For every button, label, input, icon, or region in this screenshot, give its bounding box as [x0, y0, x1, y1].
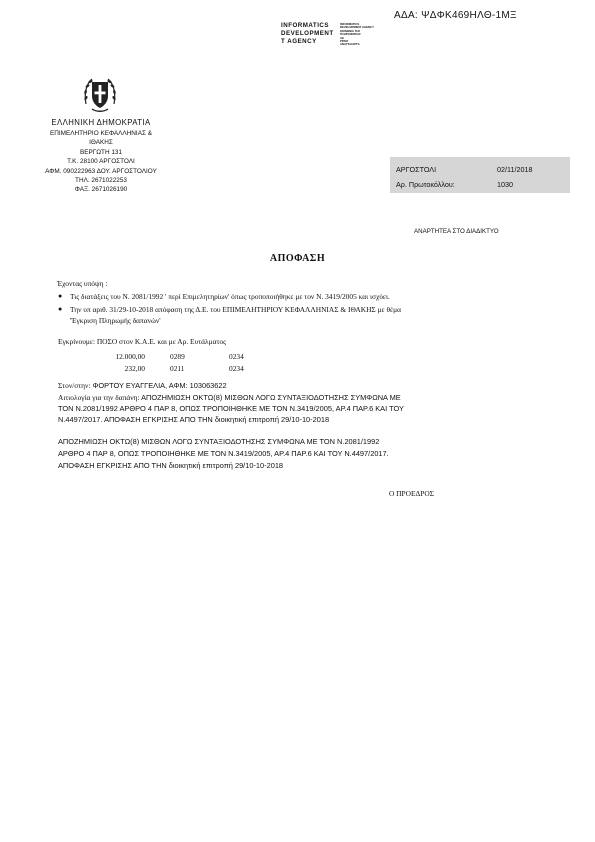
reference-date: 02/11/2018: [497, 165, 533, 174]
ida-small-line: ΑΝΑΓΚΗ ΕΡΓΑ: [340, 42, 360, 47]
ida-logo-words: [281, 22, 334, 47]
issuer-line: ΒΕΡΓΩΤΗ 131: [79, 148, 123, 156]
ida-small-line: ΚΟΙΝΩΝΙΑ ΤΗΣ ΠΛΗΡΟΦΟΡΙΑΣ: [340, 28, 361, 37]
reference-box: [390, 157, 570, 193]
issuer-line: ΑΦΜ. 090222963 ΔΟΥ. ΑΡΓΟΣΤΟΛΙΟΥ: [45, 167, 157, 175]
issuer-line: ΕΠΙΜΕΛΗΤΗΡΙΟ ΚΕΦΑΛΛΗΝΙΑΣ &: [50, 130, 152, 137]
issuer-line: ΙΘΑΚΗΣ: [89, 139, 113, 147]
posted-notice: ΑΝΑΡΤΗΤΕΑ ΣΤΟ ΔΙΑΔΙΚΤΥΟ: [414, 228, 499, 235]
issuer-line: ΤΗΛ. 2671022253: [75, 177, 127, 185]
ida-small-line: DEVELOPMENT AGENCY: [340, 25, 374, 30]
ida-small-line: INFORMATICS: [340, 22, 360, 26]
approval-amount: 12.000,00: [115, 352, 145, 361]
signature-title: Ο ΠΡΟΕΔΡΟΣ: [389, 489, 434, 498]
justification-text: ΑΠΟΖΗΜΙΩΣΗ ΟΚΤΩ(8) ΜΙΣΘΩΝ ΛΟΓΩ ΣΥΝΤΑΞΙΟΔΟΤΗΣΗΣ ΣΥΜΦΩΝΑ ΜΕ: [141, 393, 401, 402]
beneficiary-line: [58, 381, 227, 390]
having-regard-label: Έχοντας υπόψη :: [57, 279, 108, 288]
issuer-line: ΦΑΞ. 2671026190: [74, 186, 128, 194]
approval-warrant: 0234: [229, 364, 244, 373]
bullet-item-continued: 'Έγκριση Πληρωμής δαπανών': [70, 316, 161, 325]
issuer-block: [20, 118, 182, 195]
description-line: ΑΡΘΡΟ 4 ΠΑΡ 8, ΟΠΩΣ ΤΡΟΠΟΙΗΘΗΚΕ ΜΕ ΤΟΝ Ν.3419/2005, ΑΡ.4 ΠΑΡ.6 ΚΑΙ ΤΟΥ Ν.4497/2017.: [58, 449, 389, 458]
ida-word: DEVELOPMENT: [281, 30, 334, 38]
beneficiary-label: Στον/στην:: [58, 381, 91, 390]
protocol-number: 1030: [497, 180, 513, 189]
ida-small-line: ΑΕ: [340, 35, 344, 40]
bullet-item: Την υπ αριθ. 31/29-10-2018 απόφαση της Δ.Ε. του ΕΠΙΜΕΛΗΤΗΡΙΟΥ ΚΕΦΑΛΛΗΝΙΑΣ & ΙΘΑΚΗΣ με θέμα: [70, 305, 401, 314]
ida-logo: [281, 22, 381, 48]
description-line: ΑΠΟΦΑΣΗ ΕΓΚΡΙΣΗΣ ΑΠΟ ΤΗΝ διοικητική επιτροπή 29/10-10-2018: [58, 461, 284, 470]
description-line: ΑΠΟΖΗΜΙΩΣΗ ΟΚΤΩ(8) ΜΙΣΘΩΝ ΛΟΓΩ ΣΥΝΤΑΞΙΟΔΟΤΗΣΗΣ ΣΥΜΦΩΝΑ ΜΕ ΤΟΝ Ν.2081/1992: [58, 437, 380, 446]
justification-line: [58, 393, 401, 402]
justification-text: ΤΟΝ Ν.2081/1992 ΑΡΘΡΟ 4 ΠΑΡ 8, ΟΠΩΣ ΤΡΟΠΟΙΗΘΗΚΕ ΜΕ ΤΟΝ Ν.3419/2005, ΑΡ.4 ΠΑΡ.6 ΚΑΙ ΤΟΥ: [58, 404, 404, 413]
decision-heading: ΑΠΟΦΑΣΗ: [269, 253, 326, 264]
approval-intro: Εγκρίνουμε: ΠΟΣΟ στον Κ.Α.Ε. και με Αρ. Ευτάλματος: [58, 337, 227, 346]
approval-kae: 0211: [170, 364, 185, 373]
bullet-icon: ●: [58, 305, 63, 313]
ida-small-line: ΡΡΑΜ: [340, 39, 348, 44]
beneficiary-value: ΦΟΡΤΟΥ ΕΥΑΓΓΕΛΙΑ, ΑΦΜ: 103063622: [92, 381, 227, 390]
bullet-item: Τις διατάξεις του Ν. 2081/1992 ' περί Επιμελητηρίων' όπως τροποποιήθηκε με τον Ν. 3419/2005 και ισχύει.: [70, 292, 390, 301]
bullet-icon: ●: [58, 292, 63, 300]
approval-kae: 0289: [170, 352, 185, 361]
approval-warrant: 0234: [229, 352, 244, 361]
reference-place: ΑΡΓΟΣΤΟΛΙ: [396, 165, 437, 174]
ida-logo-small-text: [340, 23, 381, 47]
protocol-label: Αρ. Πρωτοκόλλου:: [396, 180, 455, 189]
greek-emblem-icon: [82, 74, 118, 114]
issuer-line: Τ.Κ. 28100 ΑΡΓΟΣΤΟΛΙ: [67, 158, 135, 166]
approval-amount: 232,00: [124, 364, 145, 373]
ida-word: INFORMATICS: [281, 22, 330, 29]
ida-word: T AGENCY: [281, 38, 317, 46]
justification-label: Αιτιολογία για την δαπάνη:: [58, 393, 140, 402]
justification-text: Ν.4497/2017. ΑΠΟΦΑΣΗ ΕΓΚΡΙΣΗΣ ΑΠΟ ΤΗΝ διοικητική επιτροπή 29/10-10-2018: [58, 415, 330, 424]
ada-code: ΑΔΑ: ΨΔΦΚ469ΗΛΘ-1ΜΞ: [394, 10, 517, 21]
issuer-title: ΕΛΛΗΝΙΚΗ ΔΗΜΟΚΡΑΤΙΑ: [51, 118, 151, 127]
